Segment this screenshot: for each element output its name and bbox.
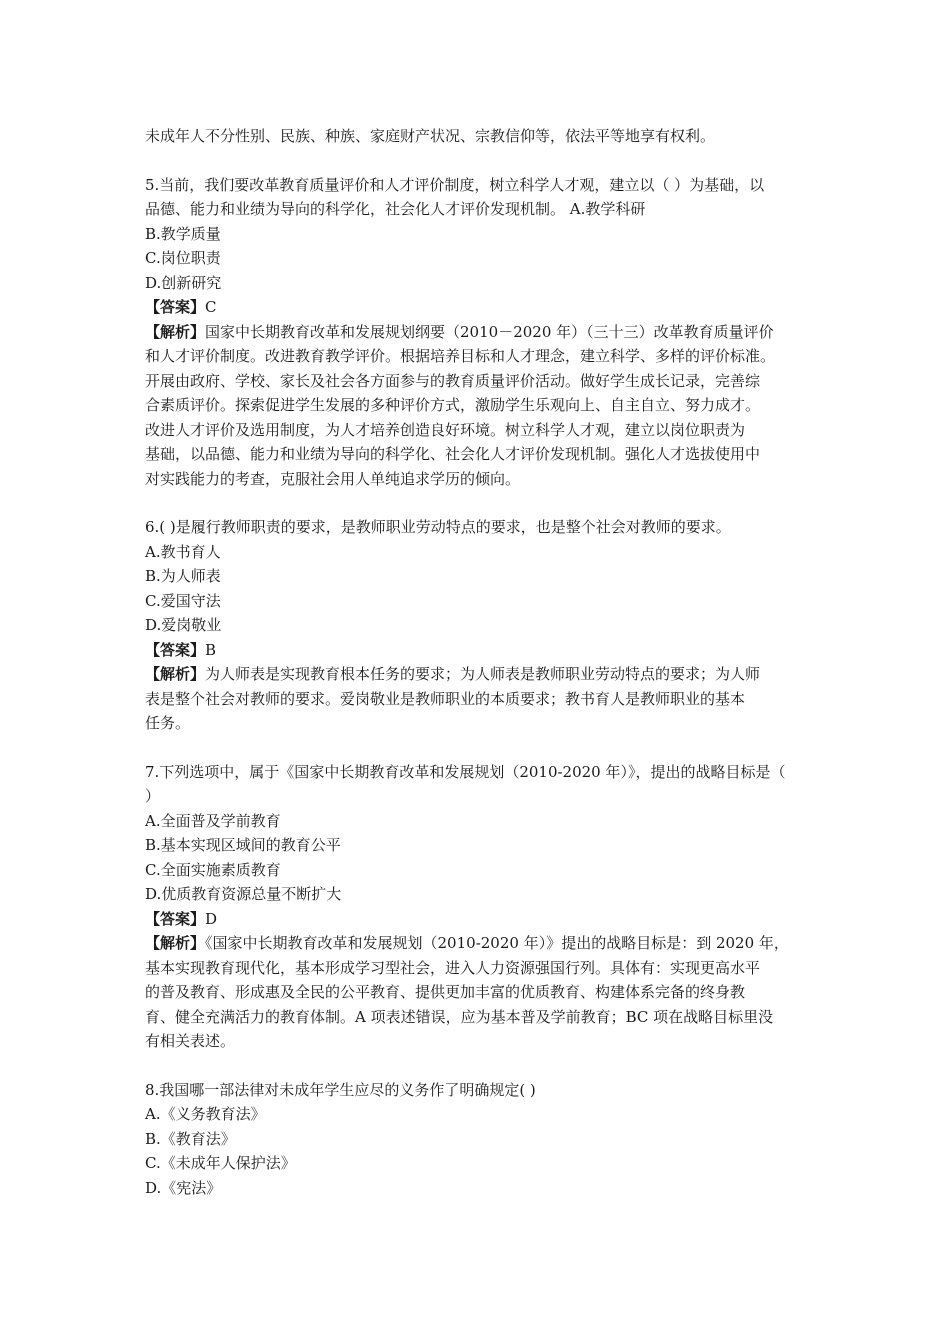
analysis-text: 育、健全充满活力的教育体制。A 项表述错误，应为基本普及学前教育；BC 项在战略目标里没	[145, 1007, 774, 1026]
analysis-text: 和人才评价制度。改进教育教学评价。根据培养目标和人才理念，建立科学、多样的评价标准。	[145, 347, 776, 365]
option-c: C.岗位职责	[145, 249, 221, 267]
question-stem: ）	[145, 787, 161, 805]
analysis-text: 改进人才评价及选用制度，为人才培养创造良好环境。树立科学人才观，建立以岗位职责为	[145, 420, 746, 439]
analysis-line	[145, 320, 815, 345]
answer-label: 【答案】	[145, 298, 206, 316]
analysis-label: 【解析】	[145, 934, 206, 952]
option-c: C.《未成年人保护法》	[145, 1154, 296, 1172]
question-stem: 5.当前，我们要改革教育质量评价和人才评价制度，树立科学人才观，建立以（ ）为基础，以	[145, 175, 765, 194]
answer-line	[145, 907, 815, 932]
analysis-text: 开展由政府、学校、家长及社会各方面参与的教育质量评价活动。做好学生成长记录，完善综	[145, 371, 761, 390]
question-stem: 7.下列选项中，属于《国家中长期教育改革和发展规划（2010-2020 年）》，提出的战略目标是（	[145, 762, 786, 781]
option-c: C.全面实施素质教育	[145, 860, 281, 879]
option-d: D.爱岗敬业	[145, 616, 222, 634]
option-d: D.《宪法》	[145, 1178, 222, 1197]
analysis-text: 表是整个社会对教师的要求。爱岗敬业是教师职业的本质要求；教书育人是教师职业的基本	[145, 689, 746, 708]
analysis-line	[145, 662, 815, 687]
answer-label: 【答案】	[145, 909, 206, 928]
intro-text: 未成年人不分性别、民族、种族、家庭财产状况、宗教信仰等，依法平等地享有权利。	[145, 127, 716, 145]
document-page	[145, 124, 815, 1200]
answer-line	[145, 638, 815, 663]
answer-label: 【答案】	[145, 640, 206, 659]
option-a: A.全面普及学前教育	[145, 811, 281, 830]
option-a: A.教书育人	[145, 542, 221, 561]
analysis-label: 【解析】	[145, 322, 206, 341]
answer-line	[145, 295, 815, 320]
question-7	[145, 760, 815, 1054]
analysis-text: 合素质评价。探索促进学生发展的多种评价方式，激励学生乐观向上、自主自立、努力成才。	[145, 396, 761, 414]
option-b: B.教学质量	[145, 224, 221, 243]
option-a: A.《义务教育法》	[145, 1105, 266, 1123]
analysis-text: 《国家中长期教育改革和发展规划（2010-2020 年）》提出的战略目标是：到 2020 年，	[205, 934, 789, 952]
question-6	[145, 515, 815, 736]
analysis-text: 任务。	[145, 714, 191, 732]
answer-value: D	[205, 909, 218, 928]
analysis-label: 【解析】	[145, 665, 206, 683]
answer-value: B	[205, 640, 217, 659]
question-stem: 8.我国哪一部法律对未成年学生应尽的义务作了明确规定( )	[145, 1080, 536, 1099]
option-b: B.《教育法》	[145, 1129, 236, 1148]
option-d: D.优质教育资源总量不断扩大	[145, 885, 342, 903]
option-d: D.创新研究	[145, 273, 222, 292]
analysis-text: 的普及教育、形成惠及全民的公平教育、提供更加丰富的优质教育、构建体系完备的终身教	[145, 983, 746, 1001]
question-8	[145, 1078, 815, 1201]
analysis-text: 基本实现教育现代化，基本形成学习型社会，进入人力资源强国行列。具体有：实现更高水平	[145, 958, 761, 977]
analysis-text: 有相关表述。	[145, 1032, 236, 1050]
answer-value: C	[205, 298, 217, 316]
option-b: B.基本实现区域间的教育公平	[145, 836, 341, 854]
question-5	[145, 173, 815, 492]
question-stem: 6.( )是履行教师职责的要求，是教师职业劳动特点的要求，也是整个社会对教师的要求。	[145, 518, 731, 536]
analysis-text: 对实践能力的考查，克服社会用人单纯追求学历的倾向。	[145, 469, 521, 488]
analysis-text: 国家中长期教育改革和发展规划纲要（2010－2020 年）（三十三）改革教育质量评价	[205, 322, 774, 341]
analysis-line	[145, 931, 815, 956]
question-stem: 品德、能力和业绩为导向的科学化，社会化人才评价发现机制。 A.教学科研	[145, 200, 646, 218]
option-b: B.为人师表	[145, 567, 221, 585]
analysis-text: 基础，以品德、能力和业绩为导向的科学化、社会化人才评价发现机制。强化人才选拔使用中	[145, 445, 761, 463]
analysis-text: 为人师表是实现教育根本任务的要求；为人师表是教师职业劳动特点的要求；为人师	[205, 665, 761, 683]
option-c: C.爱国守法	[145, 591, 221, 610]
